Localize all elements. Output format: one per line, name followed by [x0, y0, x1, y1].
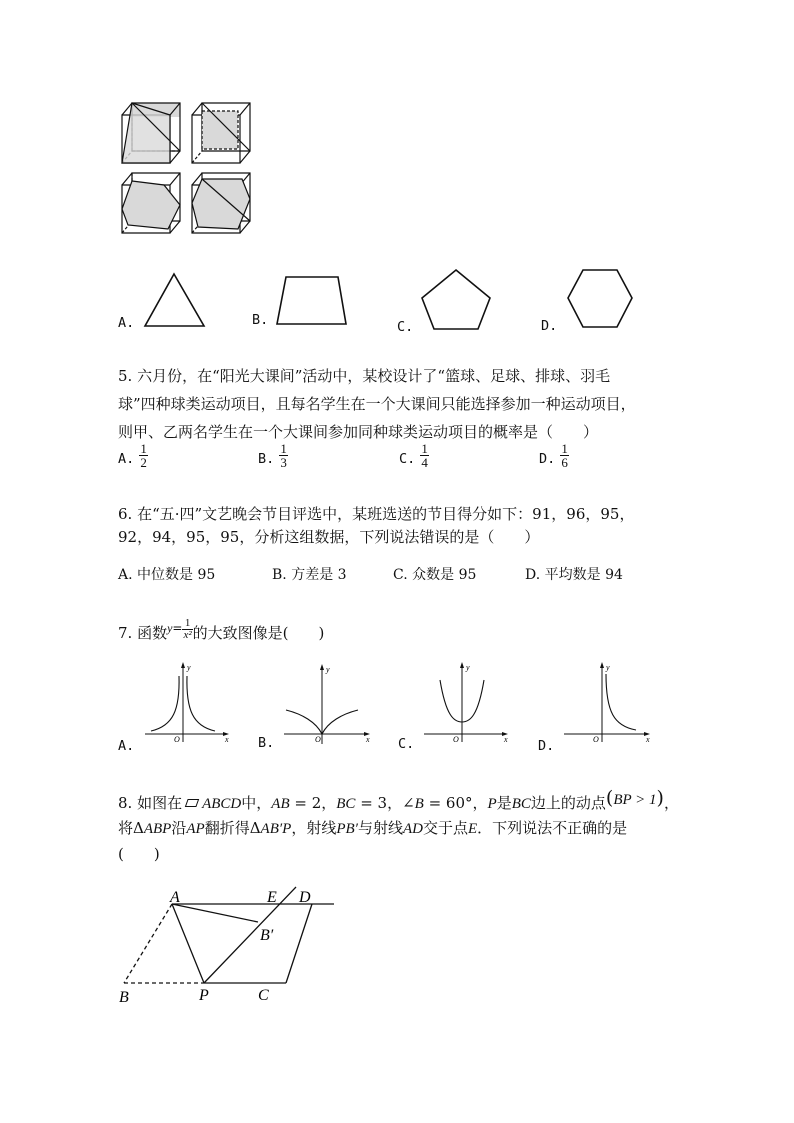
q8-line-2: 将ΔABP沿AP翻折得ΔAB′P，射线PB′与射线AD交于点E．下列说法不正确的是	[118, 819, 628, 837]
point-d-label: D	[299, 889, 311, 906]
q8-line-3: ( )	[118, 845, 160, 863]
cube-figures	[118, 103, 288, 238]
svg-text:O: O	[174, 735, 180, 744]
q4-option-b-label: B.	[252, 312, 269, 328]
q5-option-d: D. $\frac{1}{6}$	[539, 441, 568, 470]
parallelogram-icon	[185, 788, 199, 796]
q7-option-d-label: D.	[538, 738, 555, 754]
q6-option-b: B. 方差是 3	[272, 567, 347, 583]
trapezoid-shape	[275, 274, 350, 326]
q5-line-2: 球”四种球类运动项目，且每名学生在一个大课间只能选择参加一种运动项目，	[118, 395, 636, 413]
q7-graph-b	[282, 662, 374, 746]
svg-text:x: x	[366, 735, 370, 744]
svg-text:y: y	[187, 663, 191, 672]
q7-graph-a	[143, 660, 233, 744]
q4-option-a-label: A.	[118, 315, 135, 331]
svg-text:x: x	[225, 735, 229, 744]
point-p-label: P	[199, 987, 209, 1004]
svg-text:y: y	[466, 663, 470, 672]
svg-text:x: x	[646, 735, 650, 744]
q5-line-1: 5. 六月份，在“阳光大课间”活动中，某校设计了“篮球、足球、排球、羽毛	[118, 367, 611, 385]
q7-stem: 7. 函数$^{y=}$ $\frac{1}{\text{x²}}$ 的大致图像是( )	[118, 616, 325, 642]
cube-4	[192, 173, 250, 233]
q5-option-b: B. $\frac{1}{3}$	[258, 441, 287, 470]
q5-line-3: 则甲、乙两名学生在一个大课间参加同种球类运动项目的概率是（ ）	[118, 423, 599, 441]
q7-option-b-label: B.	[258, 735, 275, 751]
cube-2	[192, 103, 250, 163]
point-e-label: E	[267, 889, 277, 906]
q6-line-1: 6. 在“五·四”文艺晚会节目评选中，某班选送的节目得分如下：91，96，95，	[118, 505, 635, 523]
point-b-prime-label: B′	[260, 927, 274, 944]
q4-option-d-label: D.	[541, 318, 558, 334]
q8-line-1: 8. 如图在 ABCD中，AB = 2，BC = 3，∠B = 60°，P是BC边上的动点(BP > 1)，	[118, 787, 679, 812]
q5-option-a: A. $\frac{1}{2}$	[118, 441, 147, 470]
svg-text:O: O	[593, 735, 599, 744]
svg-text:x: x	[504, 735, 508, 744]
svg-text:O: O	[453, 735, 459, 744]
triangle-shape	[143, 272, 207, 328]
point-b-label: B	[119, 989, 129, 1006]
svg-text:y: y	[326, 665, 330, 674]
cube-1	[122, 103, 180, 163]
q6-option-d: D. 平均数是 94	[525, 567, 623, 583]
pentagon-shape	[419, 268, 493, 332]
q7-graph-d	[562, 660, 654, 744]
q6-option-a: A. 中位数是 95	[118, 567, 216, 583]
q4-option-c-label: C.	[397, 319, 414, 335]
q7-option-c-label: C.	[398, 736, 415, 752]
q6-line-2: 92，94，95，95，分析这组数据，下列说法错误的是（ ）	[118, 528, 540, 546]
svg-text:O: O	[315, 735, 321, 744]
point-a-label: A	[170, 889, 180, 906]
cube-3	[122, 173, 180, 233]
q5-option-c: C. $\frac{1}{4}$	[399, 441, 428, 470]
q7-graph-c	[422, 660, 512, 744]
q7-option-a-label: A.	[118, 738, 135, 754]
svg-text:y: y	[606, 663, 610, 672]
point-c-label: C	[258, 987, 269, 1004]
q8-figure	[110, 880, 350, 1010]
hexagon-shape	[565, 268, 635, 330]
q6-option-c: C. 众数是 95	[393, 567, 477, 583]
